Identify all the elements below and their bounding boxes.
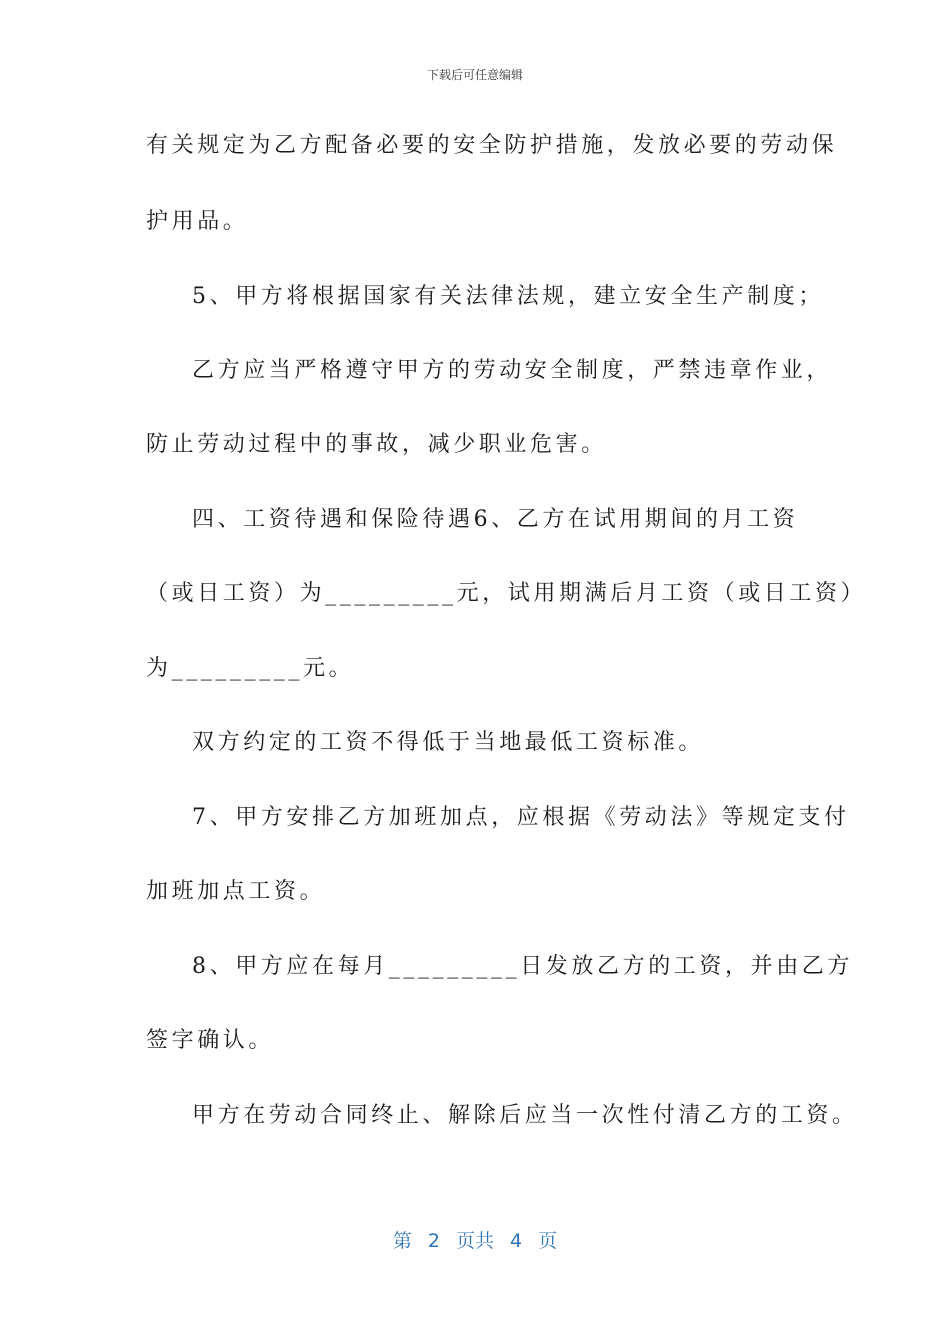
paragraph-line: 8、甲方应在每月_________日发放乙方的工资，并由乙方 [192,954,853,979]
footer-label-end: 页 [538,1230,558,1252]
footer-total-pages: 4 [510,1230,523,1252]
paragraph-line: 签字确认。 [146,1028,275,1053]
paragraph-line: 防止劳动过程中的事故，减少职业危害。 [146,432,607,457]
paragraph-line: 7、甲方安排乙方加班加点，应根据《劳动法》等规定支付 [192,805,850,830]
paragraph-line: 四、工资待遇和保险待遇6、乙方在试用期间的月工资 [192,507,799,532]
paragraph-line: 甲方在劳动合同终止、解除后应当一次性付清乙方的工资。 [192,1103,858,1128]
page-footer [0,1226,950,1253]
paragraph-line: 有关规定为乙方配备必要的安全防护措施，发放必要的劳动保 [146,133,838,158]
footer-label-page: 第 [392,1230,412,1252]
paragraph-line: （或日工资）为_________元，试用期满后月工资（或日工资） [146,581,867,606]
page-header-note: 下载后可任意编辑 [426,68,523,82]
footer-current-page: 2 [427,1230,440,1252]
paragraph-line: 加班加点工资。 [146,879,326,904]
paragraph-line: 5、甲方将根据国家有关法律法规，建立安全生产制度； [192,284,824,309]
paragraph-line: 为_________元。 [146,656,355,681]
footer-label-total: 页共 [455,1230,494,1252]
paragraph-line: 护用品。 [146,209,249,234]
paragraph-line: 双方约定的工资不得低于当地最低工资标准。 [192,730,705,755]
paragraph-line: 乙方应当严格遵守甲方的劳动安全制度，严禁违章作业， [192,358,833,383]
